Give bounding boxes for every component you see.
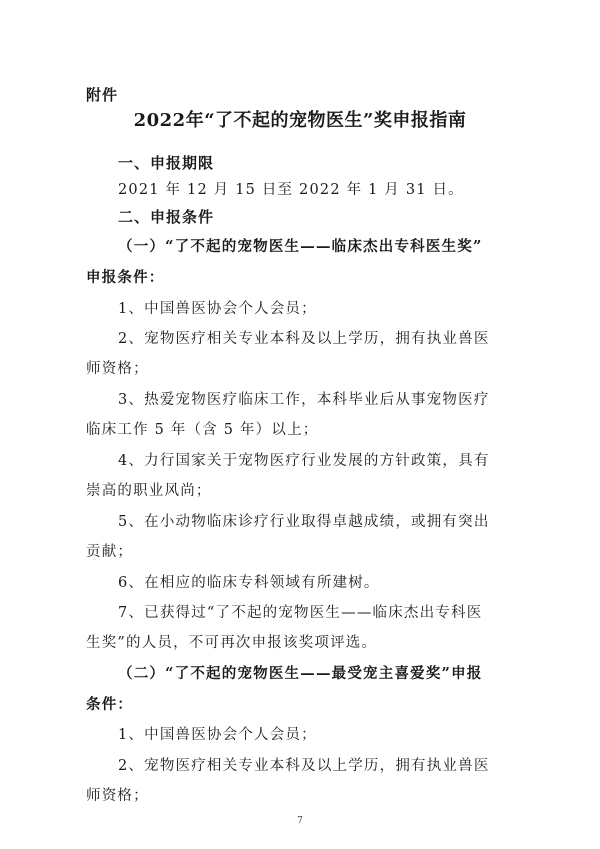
award1-item: 崇高的职业风尚；: [86, 483, 212, 499]
award2-heading-cont: 条件：: [86, 696, 134, 713]
award1-item: 临床工作 5 年（含 5 年）以上；: [86, 422, 319, 438]
award2-heading: （二）“了不起的宠物医生——最受宠主喜爱奖”申报: [118, 665, 483, 682]
award2-item: 2、宠物医疗相关专业本科及以上学历，拥有执业兽医: [118, 758, 490, 774]
award1-item: 1、中国兽医协会个人会员；: [118, 301, 317, 317]
award1-item: 3、热爱宠物医疗临床工作，本科毕业后从事宠物医疗: [118, 392, 490, 408]
section-heading-conditions: 二、申报条件: [118, 208, 215, 226]
award2-item: 师资格；: [86, 788, 149, 804]
award1-item: 6、在相应的临床专科领域有所建树。: [118, 575, 380, 591]
award1-item: 生奖”的人员，不可再次申报该奖项评选。: [86, 635, 378, 651]
award1-item: 师资格；: [86, 361, 149, 377]
award1-item: 7、已获得过“了不起的宠物医生——临床杰出专科医: [118, 605, 483, 621]
page-title: 2022年“了不起的宠物医生”奖申报指南: [133, 110, 467, 131]
award1-item: 贡献；: [86, 544, 134, 560]
period-text: 2021 年 12 月 15 日至 2022 年 1 月 31 日。: [118, 182, 464, 198]
award1-heading-cont: 申报条件：: [86, 269, 165, 286]
award1-item: 5、在小动物临床诊疗行业取得卓越成绩，或拥有突出: [118, 514, 490, 530]
attachment-label: 附件: [86, 86, 119, 104]
award2-item: 1、中国兽医协会个人会员；: [118, 727, 317, 743]
award1-item: 4、力行国家关于宠物医疗行业发展的方针政策，具有: [118, 453, 490, 469]
page-number: 7: [297, 816, 303, 826]
award1-item: 2、宠物医疗相关专业本科及以上学历，拥有执业兽医: [118, 331, 490, 347]
section-heading-period: 一、申报期限: [118, 154, 215, 172]
award1-heading: （一）“了不起的宠物医生——临床杰出专科医生奖”: [118, 238, 483, 255]
